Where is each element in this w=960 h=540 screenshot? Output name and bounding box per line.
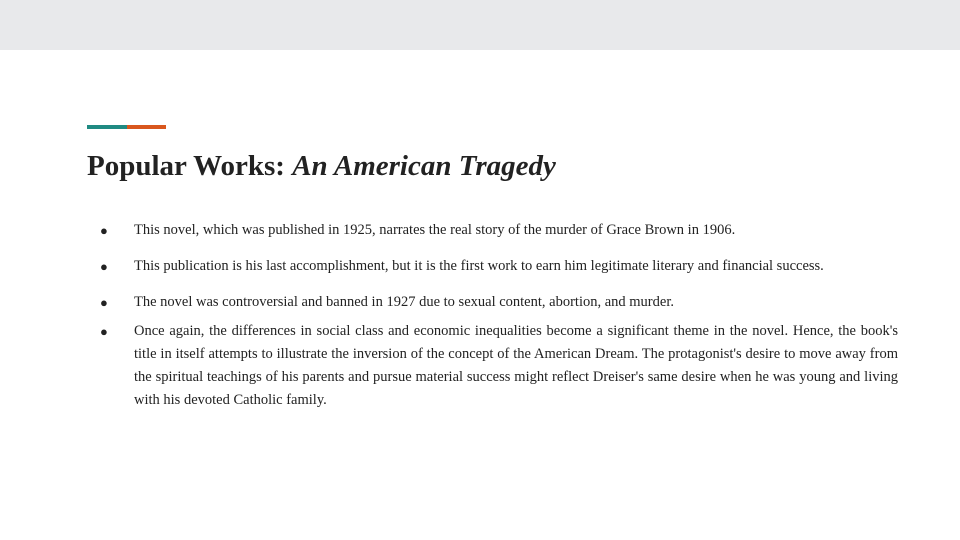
accent-bar-orange: [127, 125, 166, 129]
title-emphasis: An American Tragedy: [292, 150, 556, 182]
bullet-dot-icon: ●: [100, 223, 108, 238]
bullet-text: The novel was controversial and banned in 1927 due to sexual content, abortion, and murder.: [134, 294, 674, 310]
bullet-text: Once again, the differences in social class and economic inequalities become a significant theme in the novel. Hence, the book's title in itself attempts to illustrate the inversion of the concept of the American Dream. The protagonist's desire to move away from the spiritual teachings of his parents and pursue material success might reflect Dreiser's same desire when he was young and living with his devoted Catholic family.: [134, 323, 898, 408]
bullet-list: [100, 219, 898, 425]
bullet-text: This publication is his last accomplishment, but it is the first work to earn him legitimate literary and financial success.: [134, 258, 824, 274]
accent-bar-teal: [87, 125, 127, 129]
bullet-item: [100, 291, 898, 314]
top-band: [0, 0, 960, 50]
bullet-text: This novel, which was published in 1925, narrates the real story of the murder of Grace Brown in 1906.: [134, 222, 736, 238]
bullet-dot-icon: ●: [100, 259, 108, 274]
bullet-dot-icon: ●: [100, 324, 108, 339]
slide-title: [87, 148, 556, 184]
bullet-dot-icon: ●: [100, 295, 108, 310]
bullet-item: [100, 320, 898, 412]
title-prefix: Popular Works:: [87, 150, 293, 182]
bullet-item: [100, 219, 898, 242]
bullet-item: [100, 255, 898, 278]
